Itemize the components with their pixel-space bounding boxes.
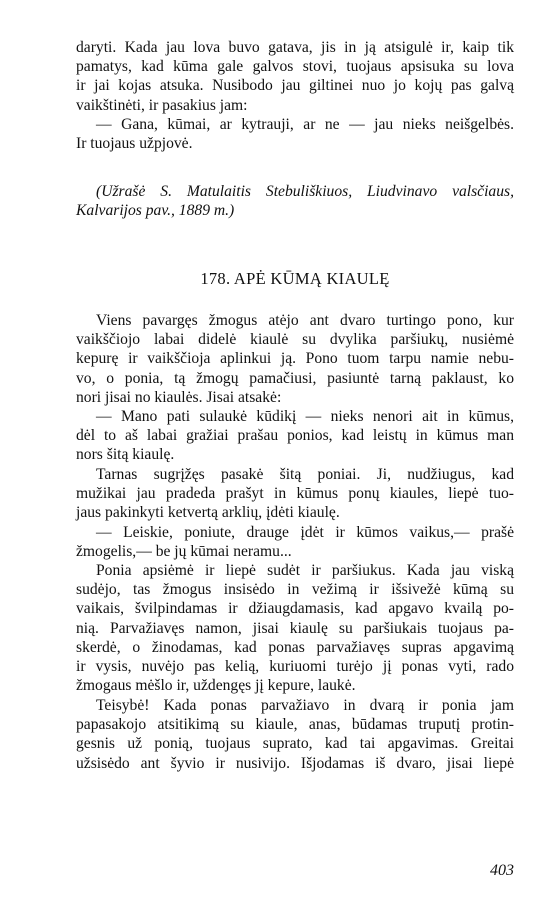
top-paragraph — [76, 38, 514, 115]
text-line: Viens pavargęs žmogus atėjo ant dvaro turtingo pono, kur — [96, 312, 514, 329]
text-line: skerdė, o žinodamas, kad ponas parvažiavęs supras apgavimą — [76, 638, 514, 656]
text-line: užsisėdo ant šyvio ir nusivijo. Išjodamas iš dvaro, jisai liepė — [76, 754, 514, 772]
paragraph — [76, 311, 514, 407]
paragraph — [76, 465, 514, 523]
text-line: vaikščiojo labai didelė kiaulė su dvylika paršiukų, nusiėmė — [76, 331, 514, 349]
text-line: Tarnas sugrįžęs pasakė šitą poniai. Ji, nudžiugus, kad — [96, 466, 514, 483]
text-line: dėl to aš labai gražiai prašau ponios, kad leistų in kūmus man — [76, 427, 514, 445]
story-heading: 178. APĖ KŪMĄ KIAULĘ — [200, 269, 390, 288]
text-line: Ponia apsiėmė ir liepė sudėt ir paršiukus. Kada jau viską — [96, 562, 514, 579]
text-line: papasakojo atsitikimą su kiaule, anas, būdamas truputį protin- — [76, 716, 514, 734]
text-line: vaikais, švilpindamas ir džiaugdamasis, kad apgavo kvailą po- — [76, 600, 514, 618]
text-line: — Mano pati sulaukė kūdikį — nieks nenori ait in kūmus, — [96, 408, 514, 425]
dialog-paragraph — [76, 115, 514, 153]
paragraph — [76, 696, 514, 773]
text-line: žmogelis,— be jų kūmai neramu... — [76, 543, 292, 561]
text-line: — Leiskie, poniute, drauge įdėt ir kūmos vaikus,— prašė — [96, 524, 514, 541]
text-line: gesnis už ponią, tuojaus suprato, kad tai apgavimas. Greitai — [76, 735, 514, 753]
source-note-line: (Užrašė S. Matulaitis Stebuliškiuos, Liudvinavo valsčiaus, — [96, 183, 514, 200]
paragraph — [76, 523, 514, 561]
source-note-line: Kalvarijos pav., 1889 m.) — [76, 202, 235, 220]
text-line: Ir tuojaus užpjovė. — [76, 135, 193, 153]
text-line: nią. Parvažiavęs namon, jisai kiaulę su paršiukais tuojaus pa- — [76, 619, 514, 637]
page-number: 403 — [490, 862, 514, 879]
text-line: kepurę ir vaikščioja aplinkui ją. Pono tuom tarpu namie nebu- — [76, 350, 514, 368]
text-line: jaus pakinkyti ketvertą arklių, įdėti kiaulę. — [76, 504, 340, 522]
text-line: ir jai kojas atsuka. Nusibodo jau giltinei nuo jo kojų pas galvą — [76, 77, 514, 95]
text-line: ir vysis, nuvėjo pas kelią, kuriuomi turėjo jį ponas vyti, rado — [76, 658, 514, 676]
text-line: pamatys, kad kūma gale galvos stovi, tuojaus apsisuka su lova — [76, 58, 514, 76]
paragraph — [76, 407, 514, 465]
text-line: žmogaus mėšlo ir, uždengęs jį kepure, laukė. — [76, 677, 356, 695]
text-line: vo, o ponia, tą žmogų pamačiusi, pasiuntė tarną paklaust, ko — [76, 369, 514, 387]
text-line: Teisybė! Kada ponas parvažiavo in dvarą ir ponia jam — [96, 697, 514, 714]
text-line: daryti. Kada jau lova buvo gatava, jis in ją atsigulė ir, kaip tik — [76, 39, 514, 56]
text-line: sudėjo, tas žmogus insisėdo in vežimą ir išsivežė kūmą su — [76, 581, 514, 599]
paragraph — [76, 561, 514, 695]
text-line: — Gana, kūmai, ar kytrauji, ar ne — jau nieks neišgelbės. — [96, 116, 514, 133]
source-note — [76, 182, 514, 220]
text-line: mužikai jau pradeda prašyt in kūmus ponų kiaules, liepė tuo- — [76, 485, 514, 503]
text-line: nors šitą kiaulę. — [76, 446, 175, 464]
text-line: vaikštinėti, ir pasakius jam: — [76, 96, 248, 114]
text-line: nori jisai no kiaulės. Jisai atsakė: — [76, 388, 282, 406]
